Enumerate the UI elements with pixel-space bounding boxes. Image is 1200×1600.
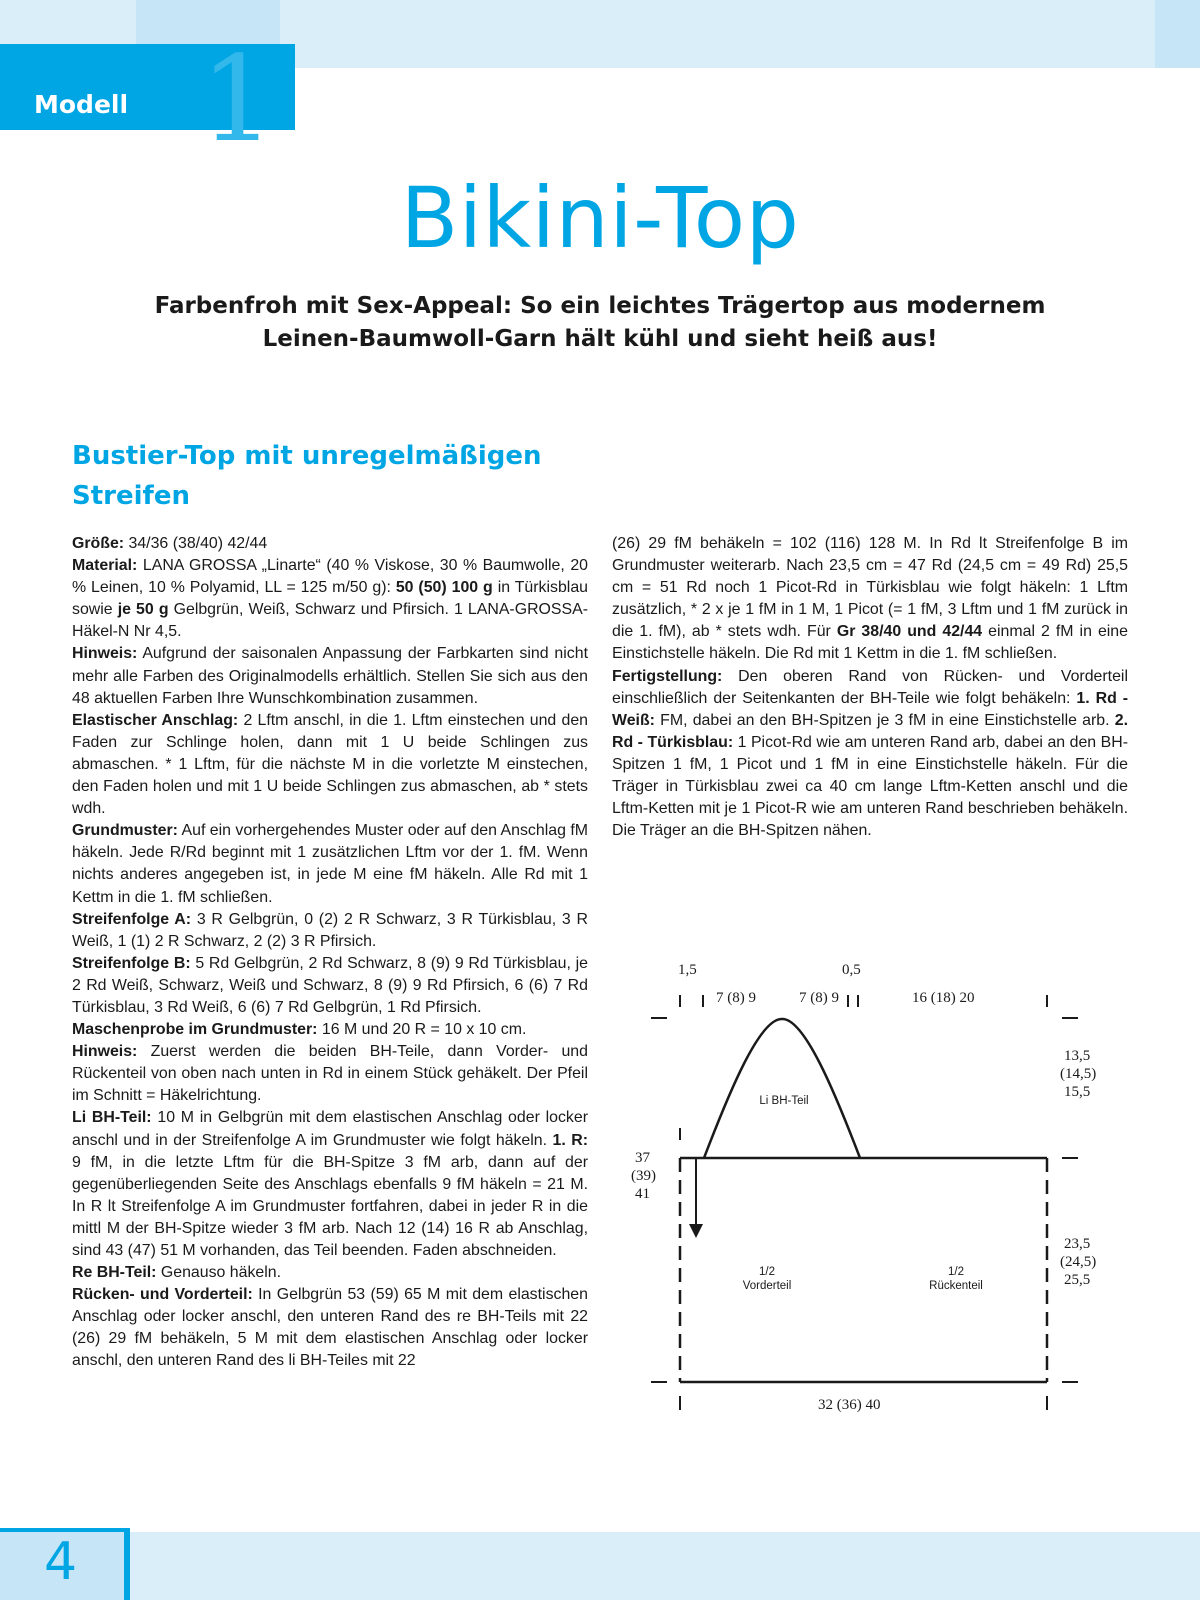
section-title [72,436,632,516]
modell-number: 1 [200,30,276,168]
paragraph-label: Rücken- und Vorderteil: [72,1286,253,1304]
dim-right-bottom: (24,5) [1060,1254,1097,1270]
page-title: Bikini-Top [400,169,800,267]
dim-right-top: 15,5 [1064,1084,1091,1100]
front-label: Vorderteil [742,1280,792,1292]
paragraph-label: Größe: [72,535,125,552]
front-label: 1/2 [759,1266,775,1278]
paragraph-text: FM, dabei an den BH-Spitzen je 3 fM in eine Einstichstelle arb. [654,711,1115,729]
paragraph-text: 9 fM, in die letzte Lftm für die BH-Spitze 3 fM arb, dann auf der gegenüberliegenden Seite des Anschlags ebenfalls 9 fM häkeln = 21 M. In R lt Streifenfolge A im Grundmuster fortfahren, dabei in jeder R in die mittl M der BH-Spitze wieder 3 fM arb. Nach 12 (14) 16 R ab Anschlag, sind 43 (47) 51 M vorhanden, das Teil beenden. Faden abschneiden. [72,1153,588,1259]
paragraph [72,1284,588,1372]
paragraph-label: Streifenfolge B: [72,954,191,972]
paragraph-label: Hinweis: [72,1043,138,1061]
dim-left: 37 [635,1150,650,1166]
paragraph [612,666,1128,843]
cup-outline [704,1019,860,1158]
paragraph-text: 10 M in Gelbgrün mit dem elastischen Anschlag oder locker anschl und in der Streifenfolge A im Grundmuster wie folgt häkeln. [72,1109,588,1149]
paragraph [72,555,588,643]
paragraph-text: Zuerst werden die beiden BH-Teile, dann Vorder- und Rückenteil von oben nach unten in Rd in einem Stück gehäkelt. Der Pfeil im Schnitt = Häkelrichtung. [72,1043,588,1105]
paragraph [72,1107,588,1262]
paragraph-text: Aufgrund der saisonalen Anpassung der Farbkarten sind nicht mehr alle Farben des Originalmodells erhältlich. Stellen Sie sich aus den 48 aktuellen Farben Ihre Wunschkombination zusammen. [72,645,588,707]
paragraph-text: (26) 29 fM behäkeln = 102 (116) 128 M. In Rd lt Streifenfolge B im Grundmuster weiterarb. Nach 23,5 cm = 47 Rd (24,5 cm = 49 Rd) 25,5 cm = 51 Rd noch 1 Picot-Rd in Türkisblau wie folgt häkeln: 1 Lftm zusätzlich, * 2 x je 1 fM in 1 M, 1 Picot (= 1 fM, 3 Lftm und 1 fM zurück in die 1. fM), ab * stets wdh. Für [612,535,1128,641]
paragraph-text: LANA GROSSA „Linarte“ (40 % Viskose, 30 % Baumwolle, 20 % Leinen, 10 % Polyamid, LL = 125 m/50 g): [72,557,588,597]
section-title-line: Streifen [72,481,190,511]
paragraph-bold: 2. Rd - Türkisblau: [612,711,1128,751]
pattern-diagram-svg [600,940,1140,1440]
paragraph-text: Gelbgrün, Weiß, Schwarz und Pfirsich. 1 LANA-GROSSA-Häkel-N Nr 4,5. [72,601,588,641]
left-text-column [72,533,588,1373]
paragraph-text: 16 M und 20 R = 10 x 10 cm. [317,1021,527,1039]
paragraph-label: Elastischer Anschlag: [72,711,239,729]
dim-bottom: 32 (36) 40 [818,1397,881,1413]
section-title-line: Bustier-Top mit unregelmäßigen [72,441,542,471]
paragraph [72,1019,588,1041]
paragraph [72,533,588,555]
dim-top-seg2: 7 (8) 9 [799,990,839,1006]
paragraph-bold: 1. Rd - Weiß: [612,689,1129,729]
paragraph-label: Li BH-Teil: [72,1109,152,1127]
direction-arrow-head [689,1224,703,1238]
subtitle-line: Farbenfroh mit Sex-Appeal: So ein leichtes Trägertop aus modernem [154,293,1046,319]
paragraph-text: Genauso häkeln. [156,1264,282,1282]
paragraph-label: Hinweis: [72,645,138,663]
paragraph-bold: 50 (50) 100 g [395,579,493,597]
bottom-band [0,1532,1200,1600]
dim-right-top: (14,5) [1060,1066,1097,1082]
paragraph [612,533,1128,666]
modell-label: Modell [34,90,129,119]
paragraph-label: Material: [72,557,138,575]
back-label: Rückenteil [929,1280,983,1292]
paragraph-text: in Türkisblau sowie [72,579,588,619]
paragraph-text: 1 Picot-Rd wie am unteren Rand arb, dabei an den BH-Spitzen 1 fM, 1 Picot und 1 fM in eine Einstichstelle häkeln. Für die Träger in Türkisblau zwei ca 40 cm lange Lftm-Ketten anschl und die Lftm-Ketten mit je 1 Picot-R wie am unteren Rand beschrieben behäkeln. Die Träger an die BH-Spitzen nähen. [612,733,1129,840]
paragraph-label: Re BH-Teil: [72,1264,157,1282]
paragraph-bold: Gr 38/40 und 42/44 [836,623,983,641]
paragraph [72,909,588,953]
paragraph-text: 2 Lftm anschl, in die 1. Lftm einstechen und den Faden zur Schlinge holen, dann mit 1 U beide Schlingen zus abmaschen. * 1 Lftm, für die nächste M in die vorletzte M einstechen, den Faden holen und mit 1 U beide Schlingen zus abmaschen, ab * stets wdh. [72,711,588,818]
paragraph-bold: 1. R: [552,1131,589,1149]
paragraph-label: Streifenfolge A: [72,910,192,928]
paragraph-text: Auf ein vorhergehendes Muster oder auf den Anschlag fM häkeln. Jede R/Rd beginnt mit 1 zusätzlichen Lftm vor der 1. fM. Wenn nichts anderes angegeben ist, in jede M eine fM häkeln. Alle Rd mit 1 Kettm in die 1. fM schließen. [72,822,588,906]
subtitle-line: Leinen-Baumwoll-Garn hält kühl und sieht heiß aus! [262,326,938,352]
paragraph-text: einmal 2 fM in eine Einstichstelle häkeln. Die Rd mit 1 Kettm in die 1. fM schließen. [612,623,1128,663]
pattern-diagram [600,940,1140,1440]
subtitle [120,290,1080,356]
top-band-segment [1155,0,1200,68]
paragraph-label: Fertigstellung: [612,667,723,685]
dim-right-bottom: 23,5 [1064,1236,1091,1252]
page-number-frame [124,1528,130,1600]
dim-left: 41 [635,1186,650,1202]
paragraph-text: Den oberen Rand von Rücken- und Vorderteil einschließlich der Seitenkanten der BH-Teile wie folgt behäkeln: [612,667,1128,707]
dim-right-top: 13,5 [1064,1048,1091,1064]
paragraph-label: Grundmuster: [72,822,178,840]
right-text-column [612,533,1128,842]
paragraph-bold: je 50 g [117,601,169,619]
page-number: 4 [44,1532,78,1592]
back-label: 1/2 [948,1266,964,1278]
paragraph-text: 3 R Gelbgrün, 0 (2) 2 R Schwarz, 3 R Türkisblau, 3 R Weiß, 1 (1) 2 R Schwarz, 2 (2) 3 R Pfirsich. [72,910,588,950]
dim-top-mid-small: 0,5 [842,962,861,978]
paragraph [72,1041,588,1107]
dim-top-left-small: 1,5 [678,962,697,978]
paragraph-label: Maschenprobe im Grundmuster: [72,1021,318,1039]
paragraph-text: 5 Rd Gelbgrün, 2 Rd Schwarz, 8 (9) 9 Rd Türkisblau, je 2 Rd Weiß, Schwarz, Weiß und Schwarz, 8 (9) 9 Rd Pfirsich, 6 (6) 7 Rd Türkisblau, 3 Rd Weiß, 6 (6) 7 Rd Gelbgrün, 1 Rd Pfirsich. [72,954,588,1016]
paragraph [72,1262,588,1284]
paragraph [72,710,588,820]
paragraph [72,820,588,908]
paragraph [72,643,588,709]
cup-label: Li BH-Teil [759,1095,809,1107]
paragraph [72,953,588,1019]
dim-top-seg3: 16 (18) 20 [912,990,975,1006]
dim-left: (39) [631,1168,656,1184]
dim-right-bottom: 25,5 [1064,1272,1091,1288]
dim-top-seg1: 7 (8) 9 [716,990,756,1006]
paragraph-text: 34/36 (38/40) 42/44 [124,535,268,552]
paragraph-text: In Gelbgrün 53 (59) 65 M mit dem elastischen Anschlag oder locker anschl, den unteren Rand des re BH-Teils mit 22 (26) 29 fM behäkeln, 5 M mit dem elastischen Anschlag oder locker anschl, den unteren Rand des li BH-Teiles mit 22 [72,1286,588,1370]
